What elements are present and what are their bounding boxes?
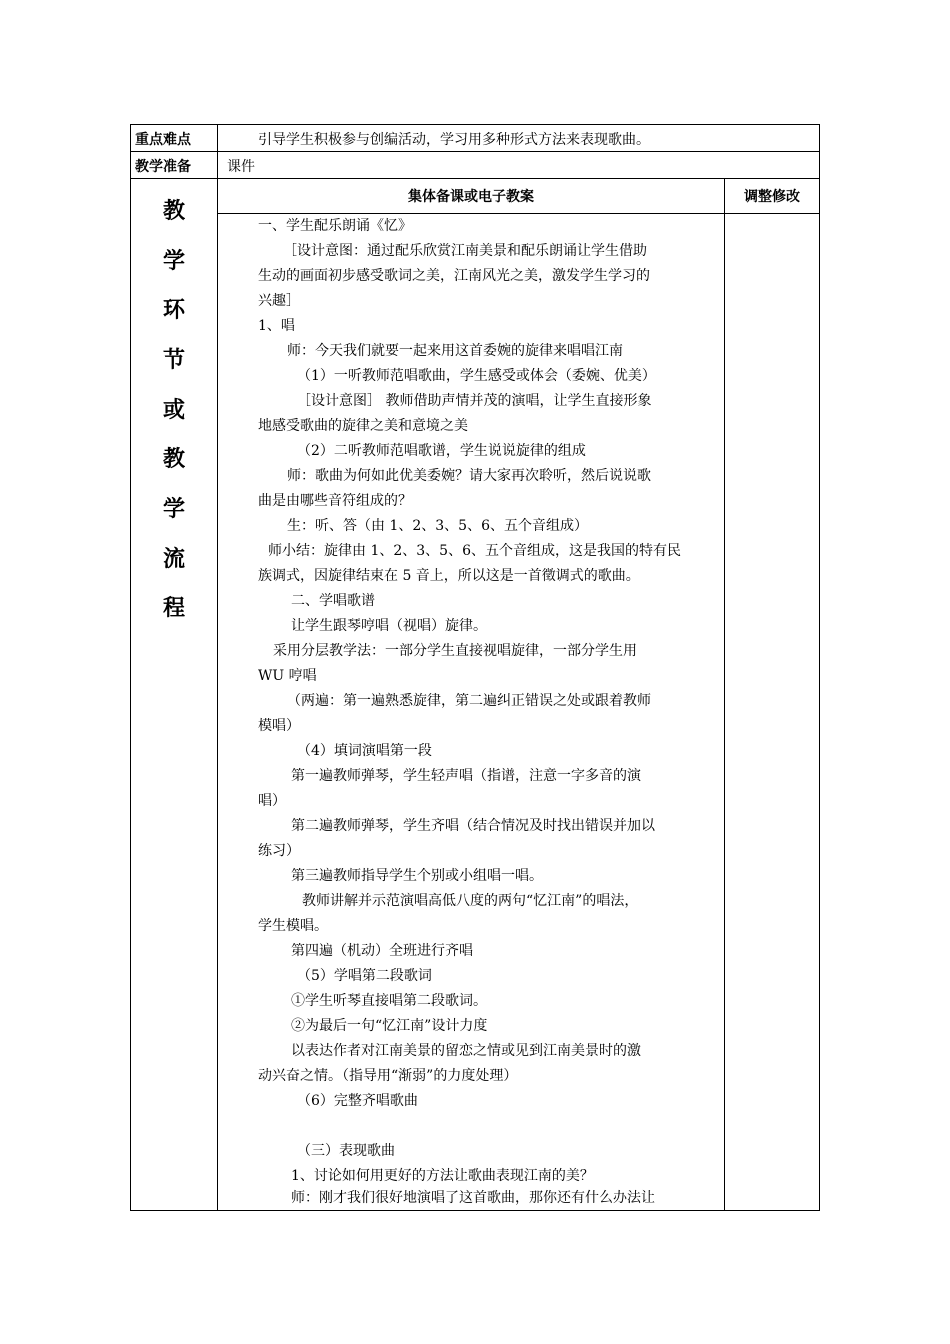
body-line: 模唱） [258, 718, 300, 734]
body-line: 练习） [258, 843, 300, 859]
revision-header: 调整修改 [744, 189, 800, 205]
body-line: ［设计意图］ 教师借助声情并茂的演唱，让学生直接形象 [297, 393, 652, 409]
body-line: ②为最后一句“忆江南”设计力度 [291, 1018, 488, 1034]
body-line: （两遍：第一遍熟悉旋律，第二遍纠正错误之处或跟着教师 [287, 693, 651, 709]
body-line: 第三遍教师指导学生个别或小组唱一唱。 [291, 868, 543, 884]
table-col-divider-label [217, 124, 218, 1211]
vertical-char: 节 [162, 348, 185, 373]
body-line: 二、学唱歌谱 [291, 593, 375, 609]
body-line: 兴趣］ [258, 293, 300, 309]
table-border-right [819, 124, 820, 1211]
body-line: （6）完整齐唱歌曲 [297, 1093, 418, 1109]
table-border-left [130, 124, 131, 1211]
table-border-top [130, 124, 820, 125]
body-line: ［设计意图：通过配乐欣赏江南美景和配乐朗诵让学生借助 [283, 243, 647, 259]
body-line: 让学生跟琴哼唱（视唱）旋律。 [291, 618, 487, 634]
table-col-divider-side [724, 178, 725, 1211]
body-line: 学生模唱。 [258, 918, 328, 934]
table-divider-header [217, 213, 820, 214]
body-line: 一、学生配乐朗诵《忆》 [258, 218, 412, 234]
table-border-bottom [130, 1210, 820, 1211]
body-line: （1）一听教师范唱歌曲，学生感受或体会（委婉、优美） [297, 368, 656, 384]
body-line: 采用分层教学法：一部分学生直接视唱旋律，一部分学生用 [273, 643, 637, 659]
body-line: （2）二听教师范唱歌谱，学生说说旋律的组成 [297, 443, 586, 459]
body-line: 第四遍（机动）全班进行齐唱 [291, 943, 473, 959]
body-line: 1、讨论如何用更好的方法让歌曲表现江南的美？ [291, 1168, 594, 1184]
body-line: 师：今天我们就要一起来用这首委婉的旋律来唱唱江南 [287, 343, 623, 359]
body-line: 师：刚才我们很好地演唱了这首歌曲，那你还有什么办法让 [291, 1190, 655, 1206]
key-difficulty-label: 重点难点 [135, 132, 191, 148]
body-line: 曲是由哪些音符组成的？ [258, 493, 412, 509]
teaching-prep-value: 课件 [227, 159, 255, 175]
body-line: 师小结：旋律由 1、2、3、5、6、五个音组成，这是我国的特有民 [268, 543, 681, 559]
vertical-char: 程 [162, 596, 185, 621]
vertical-char: 或 [162, 398, 185, 423]
body-line: 族调式，因旋律结束在 5 音上，所以这是一首徵调式的歌曲。 [258, 568, 640, 584]
body-line: WU 哼唱 [258, 668, 317, 684]
body-line: （5）学唱第二段歌词 [297, 968, 432, 984]
table-divider-row2 [130, 178, 820, 179]
body-line: （三）表现歌曲 [297, 1143, 395, 1159]
body-line: （4）填词演唱第一段 [297, 743, 432, 759]
vertical-char: 流 [162, 547, 185, 572]
vertical-char: 教 [162, 447, 185, 472]
body-line: 地感受歌曲的旋律之美和意境之美 [258, 418, 468, 434]
body-line: 教师讲解并示范演唱高低八度的两句“忆江南”的唱法， [302, 893, 639, 909]
table-divider-row1 [130, 151, 820, 152]
key-difficulty-value: 引导学生积极参与创编活动，学习用多种形式方法来表现歌曲。 [258, 132, 650, 148]
teaching-prep-label: 教学准备 [135, 159, 191, 175]
body-line: 师：歌曲为何如此优美委婉？请大家再次聆听，然后说说歌 [287, 468, 651, 484]
lesson-plan-header: 集体备课或电子教案 [408, 189, 534, 205]
body-line: 生动的画面初步感受歌词之美，江南风光之美，激发学生学习的 [258, 268, 650, 284]
body-line: 1、唱 [258, 318, 295, 334]
body-line: 动兴奋之情。（指导用“渐弱”的力度处理） [258, 1068, 518, 1084]
body-line: 第一遍教师弹琴，学生轻声唱（指谱，注意一字多音的演 [291, 768, 641, 784]
vertical-char: 教 [162, 199, 185, 224]
vertical-char: 学 [162, 249, 185, 274]
body-line: 以表达作者对江南美景的留恋之情或见到江南美景时的激 [291, 1043, 641, 1059]
body-line: 第二遍教师弹琴，学生齐唱（结合情况及时找出错误并加以 [291, 818, 655, 834]
body-line: ①学生听琴直接唱第二段歌词。 [291, 993, 487, 1009]
body-line: 生：听、答（由 1、2、3、5、6、五个音组成） [287, 518, 588, 534]
body-line: 唱） [258, 793, 286, 809]
vertical-char: 学 [162, 497, 185, 522]
vertical-char: 环 [162, 298, 185, 323]
